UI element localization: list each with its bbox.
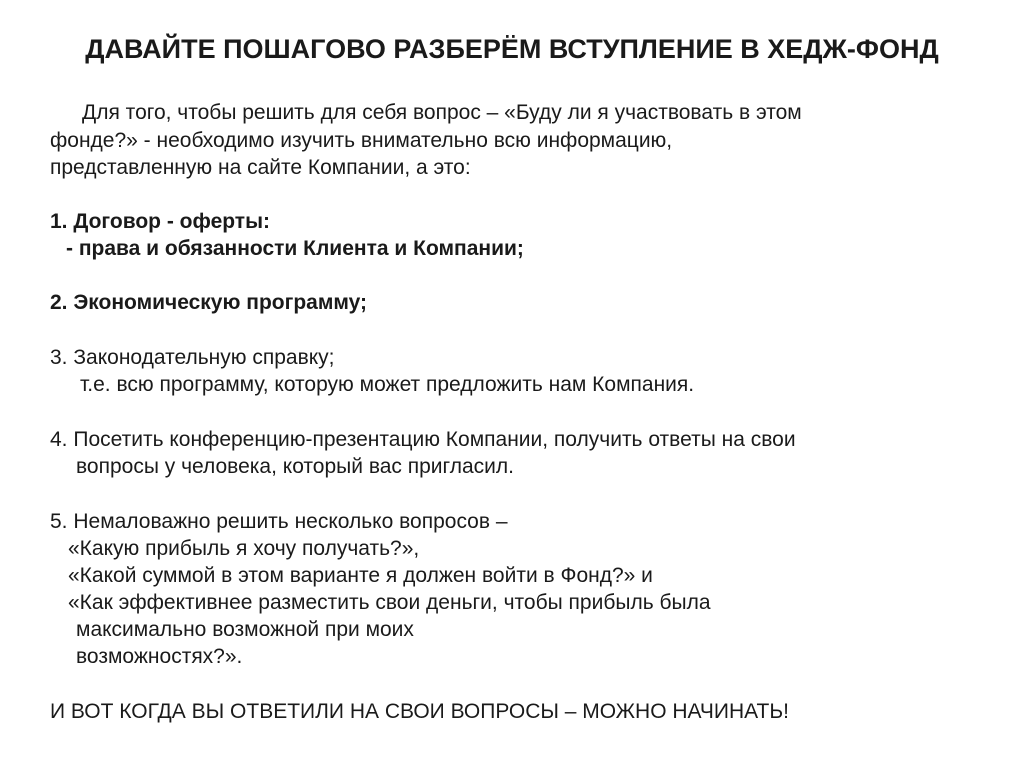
item-5-question-3-line-3: возможностях?». [76, 645, 243, 668]
item-1-heading: 1. Договор - оферты: [50, 210, 271, 233]
intro-line-3: представленную на сайте Компании, а это: [50, 156, 471, 179]
item-5-question-3-line-1: «Как эффективнее разместить свои деньги, чтобы прибыль была [68, 591, 711, 614]
item-3-heading: 3. Законодательную справку; [50, 346, 335, 369]
item-1-sub: - права и обязанности Клиента и Компании; [66, 237, 524, 260]
item-5-question-2: «Какой суммой в этом варианте я должен войти в Фонд?» и [68, 564, 653, 587]
closing-statement: И ВОТ КОГДА ВЫ ОТВЕТИЛИ НА СВОИ ВОПРОСЫ – МОЖНО НАЧИНАТЬ! [50, 700, 789, 723]
item-5-question-3-line-2: максимально возможной при моих [76, 618, 414, 641]
item-4-line-2: вопросы у человека, который вас пригласил. [76, 455, 514, 478]
item-3-sub: т.е. всю программу, которую может предложить нам Компания. [80, 373, 695, 396]
item-5-question-1: «Какую прибыль я хочу получать?», [68, 537, 420, 560]
intro-line-1: Для того, чтобы решить для себя вопрос – «Буду ли я участвовать в этом [82, 101, 802, 124]
item-2-heading: 2. Экономическую программу; [50, 291, 368, 314]
item-5-line-1: 5. Немаловажно решить несколько вопросов – [50, 510, 508, 533]
slide-title: ДАВАЙТЕ ПОШАГОВО РАЗБЕРЁМ ВСТУПЛЕНИЕ В ХЕДЖ-ФОНД [85, 34, 939, 64]
intro-line-2: фонде?» - необходимо изучить внимательно всю информацию, [50, 129, 673, 152]
item-4-line-1: 4. Посетить конференцию-презентацию Компании, получить ответы на свои [50, 428, 796, 451]
